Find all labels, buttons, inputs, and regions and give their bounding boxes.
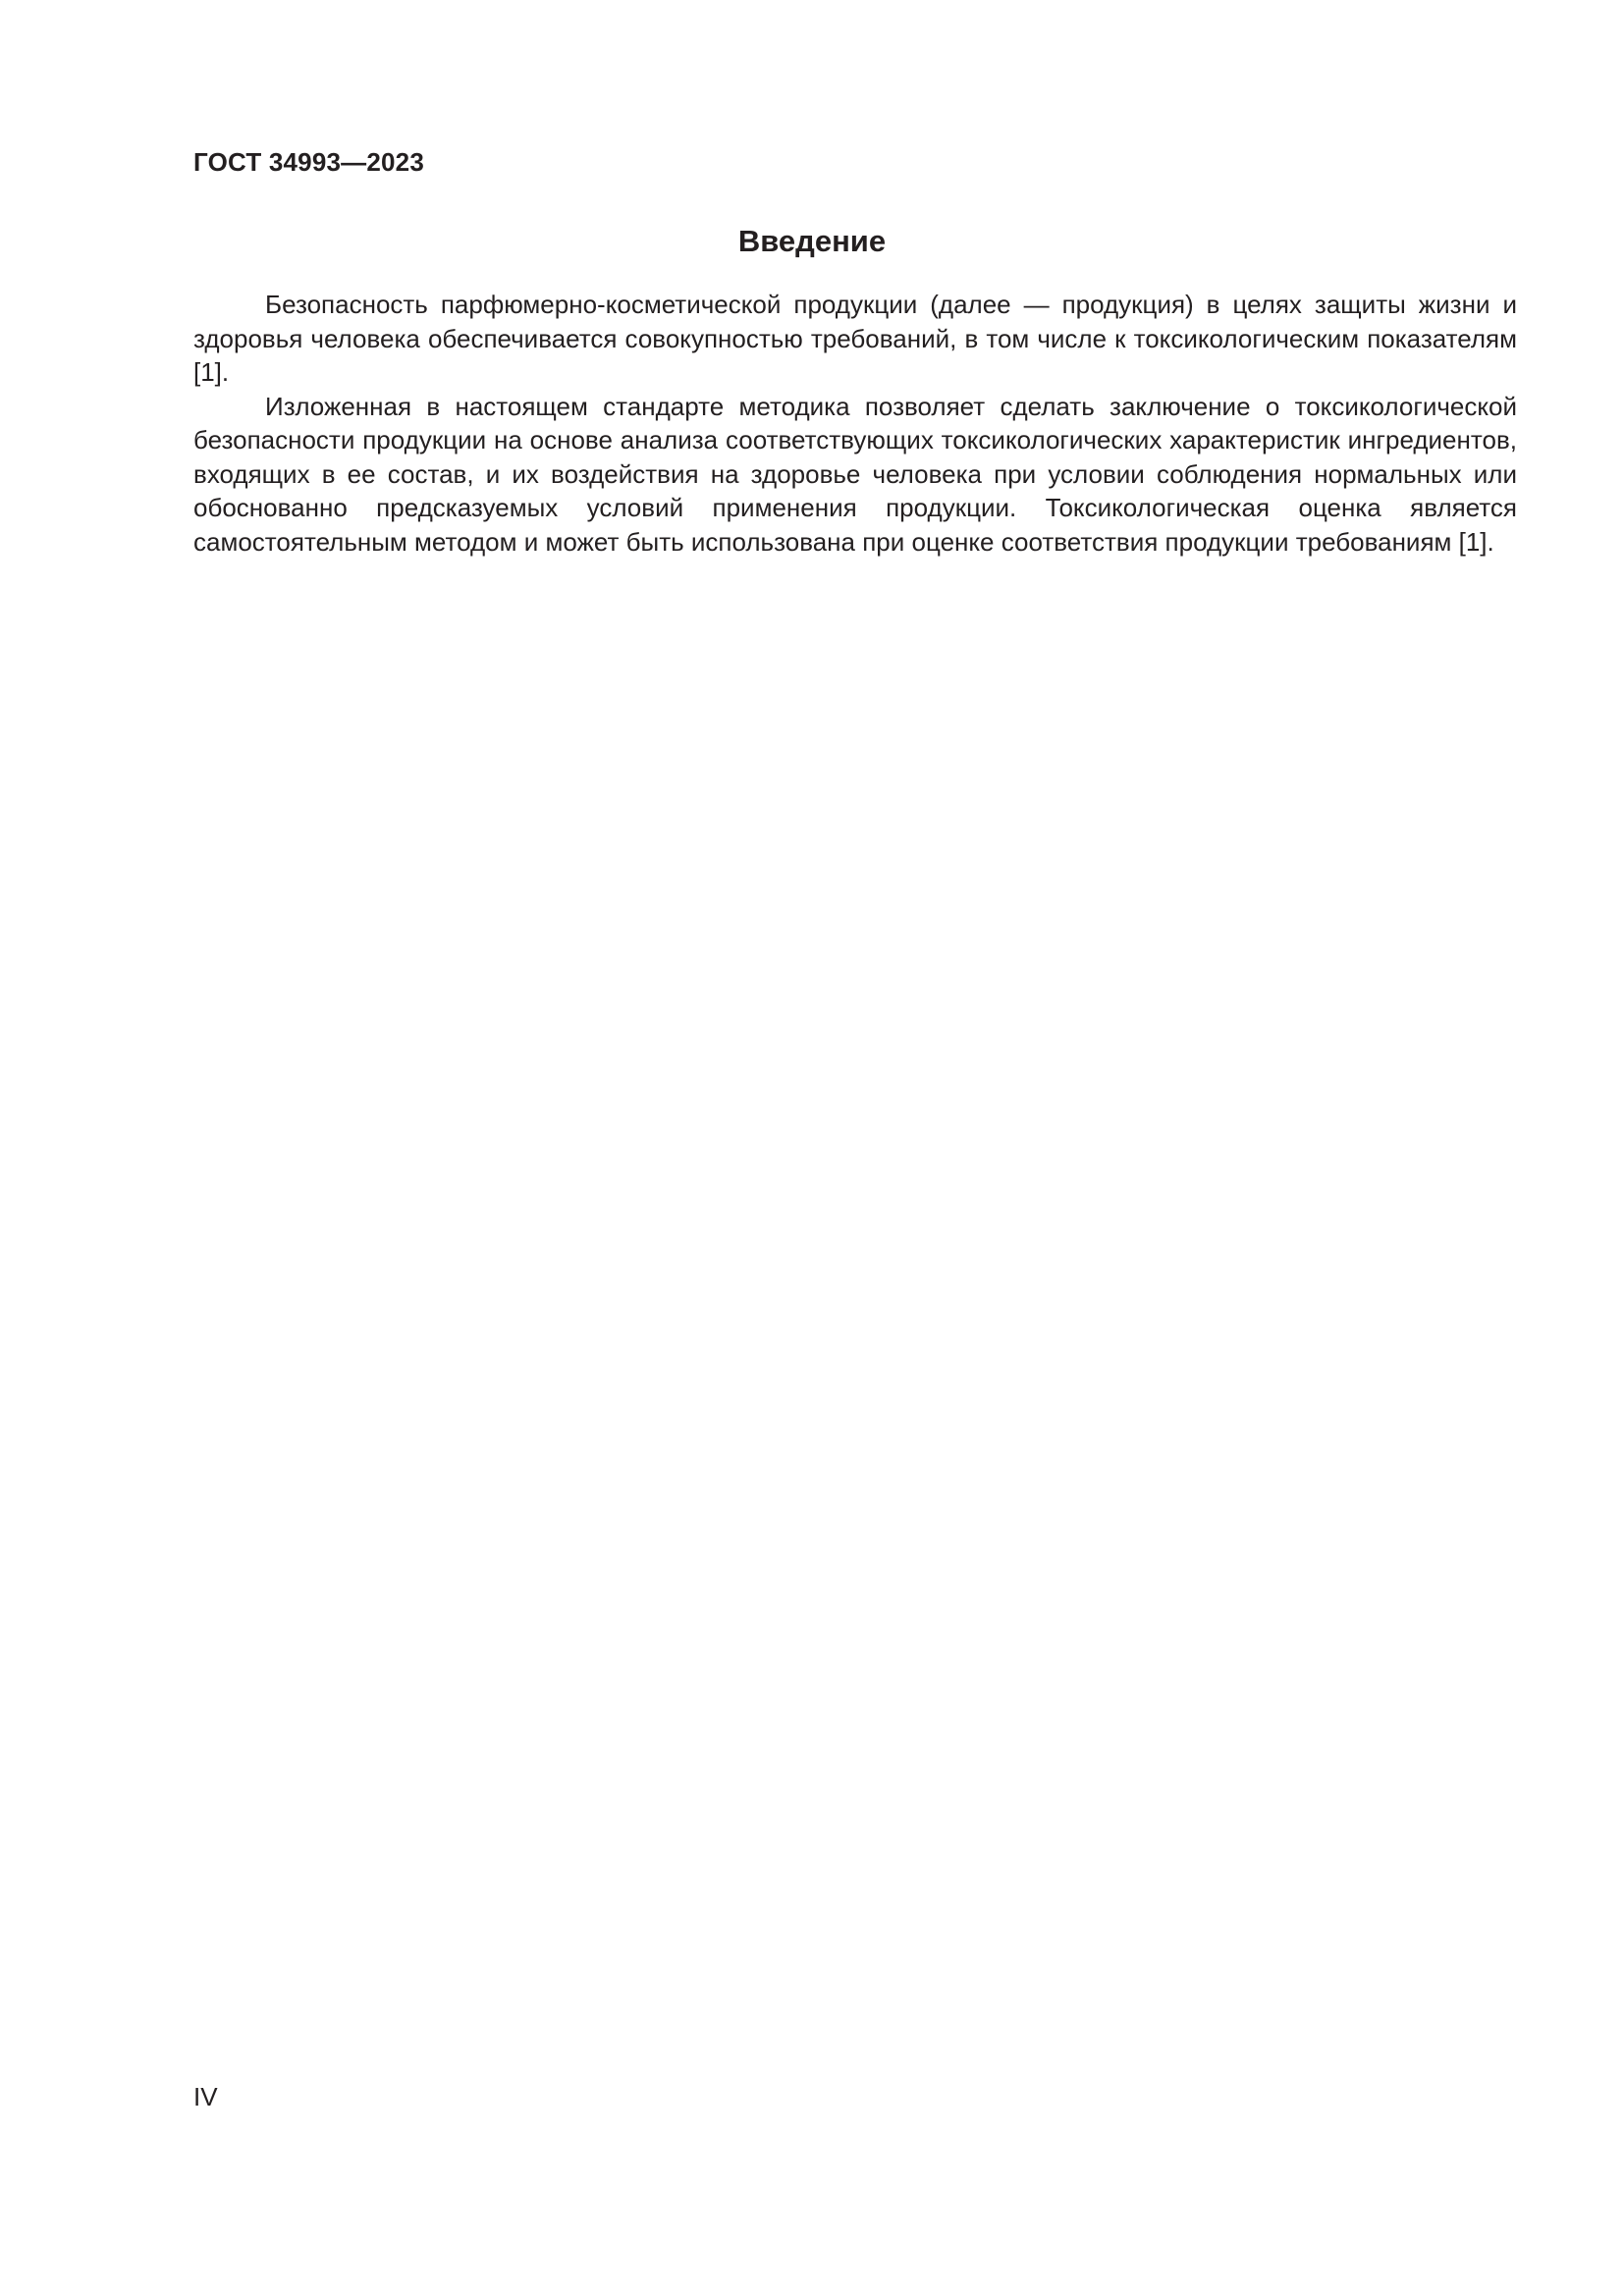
document-body bbox=[193, 288, 1517, 559]
paragraph-safety-requirements: Безопасность парфюмерно-косметической продукции (далее — продукция) в целях защиты жизни и здоровья человека обеспечивается совокупностью требований, в том числе к токсикологическим показателям [1]. bbox=[193, 290, 1517, 387]
paragraph-method-description: Изложенная в настоящем стандарте методика позволяет сделать заключение о токсикологической безопасности продукции на основе анализа соответствующих токсикологических характеристик ингредиентов, входящих в ее состав, и их воздействия на здоровье человека при условии соблюдения нормальных или обоснованно предсказуемых условий применения продукции. Токсикологическая оценка является самостоятельным методом и может быть использована при оценке соответствия продукции требованиям [1]. bbox=[193, 391, 1517, 557]
document-header-code: ГОСТ 34993—2023 bbox=[193, 147, 424, 177]
page-number: IV bbox=[193, 2082, 218, 2111]
section-title: Введение bbox=[737, 224, 887, 258]
